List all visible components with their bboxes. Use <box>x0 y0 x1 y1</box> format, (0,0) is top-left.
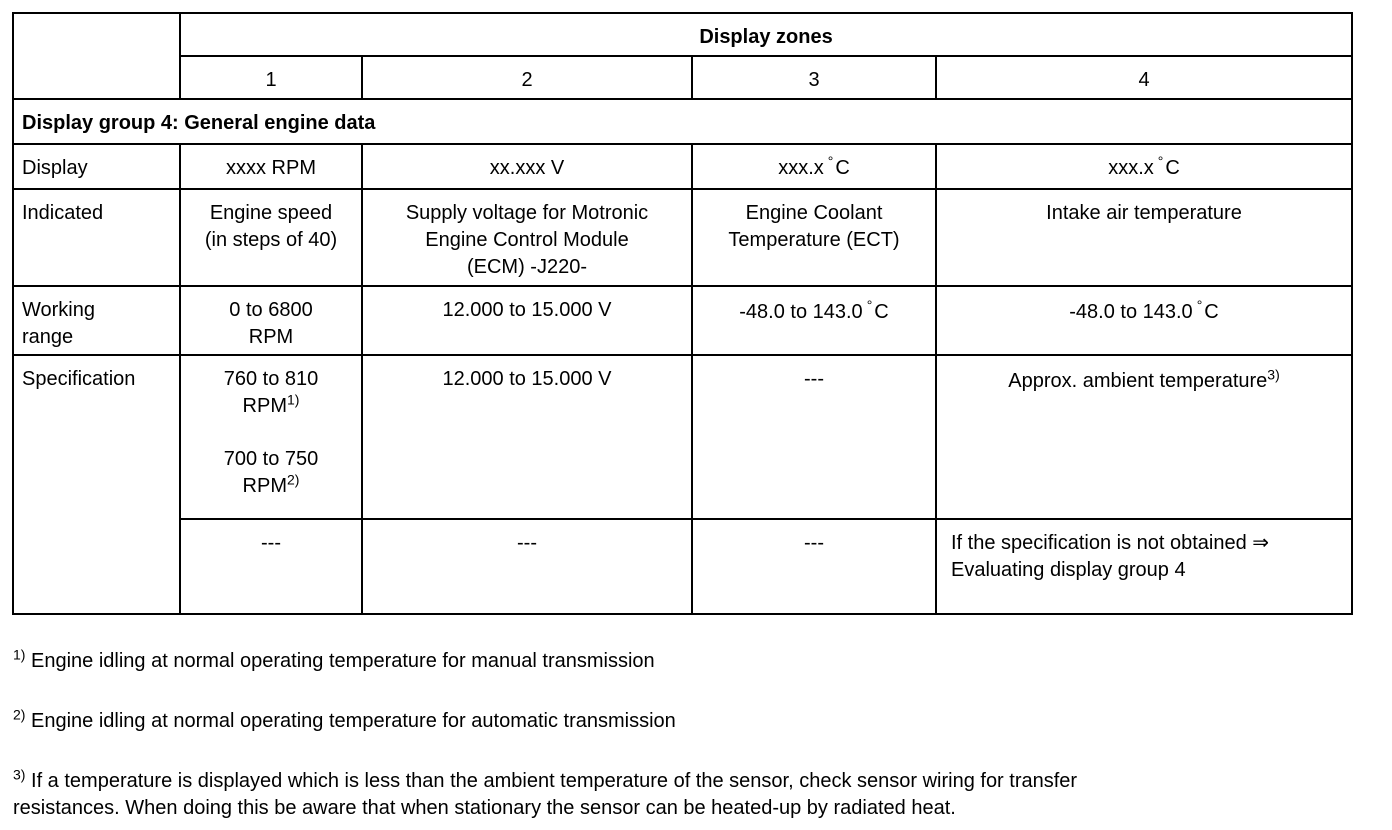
header-empty-cell <box>13 13 180 99</box>
spec-manual-unit: RPM <box>242 395 287 417</box>
display-label: Display <box>13 144 180 189</box>
working-range-zone-4-value: -48.0 to 143.0 <box>1069 301 1193 323</box>
specification-zone-4-text: Approx. ambient temperature <box>1008 370 1268 392</box>
indicated-label: Indicated <box>13 189 180 286</box>
indicated-zone-1-line-2: (in steps of 40) <box>204 229 338 251</box>
specification-zone-4 <box>936 355 1352 519</box>
evaluation-zone-1: --- <box>180 519 362 614</box>
working-range-zone-1-line-2: RPM <box>248 326 294 348</box>
footnote-ref-1: 1) <box>287 391 300 408</box>
specification-row <box>13 355 1352 519</box>
indicated-zone-2 <box>362 189 692 286</box>
spec-automatic-line-2 <box>181 473 361 500</box>
specification-zone-1 <box>180 355 362 519</box>
spec-gap <box>181 420 361 446</box>
footnote-3-text: If a temperature is displayed which is less than the ambient temperature of the sensor, check sensor wiring for transfer <box>31 770 1078 792</box>
display-zone-1: xxxx RPM <box>180 144 362 189</box>
display-group-table <box>12 12 1353 615</box>
evaluation-zone-4-line-1: If the specification is not obtained ⇒ <box>951 532 1270 554</box>
indicated-zone-2-line-2: Engine Control Module <box>425 229 629 251</box>
display-zone-3 <box>692 144 936 189</box>
evaluation-zone-4 <box>936 519 1352 614</box>
zone-1-header: 1 <box>180 56 362 99</box>
specification-zone-2: 12.000 to 15.000 V <box>362 355 692 519</box>
specification-zone-3: --- <box>692 355 936 519</box>
spec-automatic-line-1: 700 to 750 <box>223 448 319 470</box>
evaluation-row <box>13 519 1352 614</box>
indicated-zone-2-line-3: (ECM) -J220- <box>466 256 587 278</box>
indicated-zone-3-line-1: Engine Coolant <box>745 202 883 224</box>
indicated-zone-2-line-1: Supply voltage for Motronic <box>405 202 649 224</box>
working-range-zone-3-value: -48.0 to 143.0 <box>739 301 863 323</box>
display-zone-4-value: xxx.x <box>1108 157 1154 179</box>
zone-numbers-row <box>13 56 1352 99</box>
display-zone-3-unit: C <box>835 157 850 179</box>
degree-symbol: ° <box>1157 153 1164 170</box>
footnote-1 <box>13 648 655 675</box>
indicated-zone-1 <box>180 189 362 286</box>
working-range-zone-4 <box>936 286 1352 355</box>
group-title-row <box>13 99 1352 144</box>
working-range-zone-4-unit: C <box>1204 301 1219 323</box>
display-zone-4-unit: C <box>1165 157 1180 179</box>
footnote-2-mark: 2) <box>13 706 26 723</box>
spec-manual-line-2 <box>181 393 361 420</box>
evaluating-display-group-4-link[interactable]: Evaluating display group 4 <box>951 559 1186 581</box>
zone-4-header: 4 <box>936 56 1352 99</box>
working-range-row <box>13 286 1352 355</box>
zone-3-header: 3 <box>692 56 936 99</box>
working-range-label-line-1: Working <box>22 299 95 321</box>
spec-manual-line-1: 760 to 810 <box>223 368 319 390</box>
evaluation-zone-2: --- <box>362 519 692 614</box>
display-zone-2: xx.xxx V <box>362 144 692 189</box>
working-range-zone-3-unit: C <box>874 301 889 323</box>
display-zone-3-value: xxx.x <box>778 157 824 179</box>
working-range-label-line-2: range <box>22 326 74 348</box>
footnote-1-text: Engine idling at normal operating temperature for manual transmission <box>31 650 655 672</box>
working-range-zone-2: 12.000 to 15.000 V <box>362 286 692 355</box>
indicated-zone-1-line-1: Engine speed <box>209 202 333 224</box>
spec-automatic-unit: RPM <box>242 475 287 497</box>
display-zone-4 <box>936 144 1352 189</box>
display-zones-header: Display zones <box>180 13 1352 56</box>
footnote-2 <box>13 708 676 735</box>
footnote-3-mark: 3) <box>13 766 26 783</box>
indicated-row <box>13 189 1352 286</box>
header-row <box>13 13 1352 56</box>
indicated-zone-4: Intake air temperature <box>936 189 1352 286</box>
zone-2-header: 2 <box>362 56 692 99</box>
working-range-zone-1 <box>180 286 362 355</box>
degree-symbol: ° <box>827 153 834 170</box>
footnote-1-mark: 1) <box>13 646 26 663</box>
indicated-zone-3 <box>692 189 936 286</box>
footnote-ref-3: 3) <box>1267 366 1280 383</box>
specification-label: Specification <box>13 355 180 614</box>
display-row <box>13 144 1352 189</box>
degree-symbol: ° <box>866 297 873 314</box>
group-title: Display group 4: General engine data <box>13 99 1352 144</box>
degree-symbol: ° <box>1196 297 1203 314</box>
working-range-zone-3 <box>692 286 936 355</box>
evaluation-zone-3: --- <box>692 519 936 614</box>
footnote-2-text: Engine idling at normal operating temperature for automatic transmission <box>31 710 676 732</box>
indicated-zone-3-line-2: Temperature (ECT) <box>728 229 900 251</box>
footnote-3 <box>13 768 1383 822</box>
working-range-zone-1-line-1: 0 to 6800 <box>229 299 313 321</box>
working-range-label <box>13 286 180 355</box>
footnote-3-text-continued: resistances. When doing this be aware that when stationary the sensor can be heated-up by radiated heat. <box>13 797 956 819</box>
footnote-ref-2: 2) <box>287 471 300 488</box>
